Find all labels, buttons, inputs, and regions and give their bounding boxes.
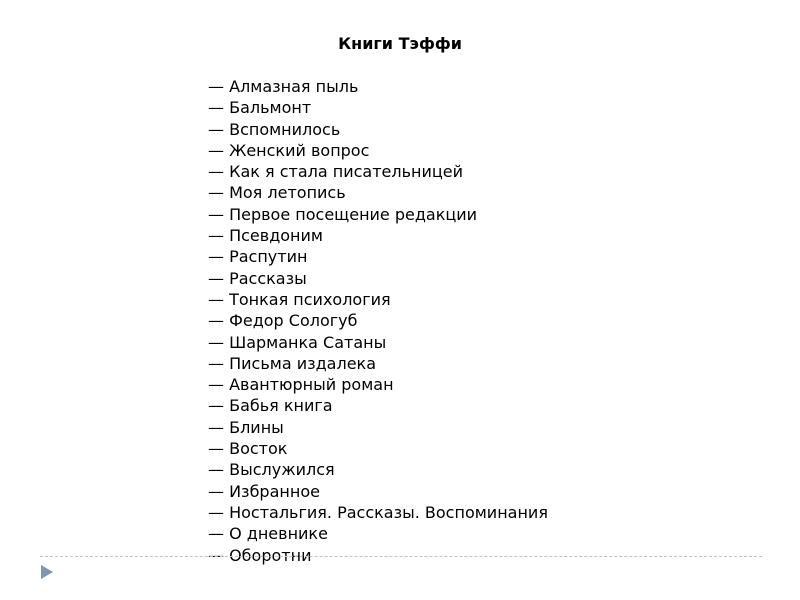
list-item: — Женский вопрос [208, 140, 370, 160]
list-item: — Первое посещение редакции [208, 204, 478, 224]
list-item: — О дневнике [208, 524, 328, 544]
list-item: — Выслужился [208, 460, 335, 480]
slide-title: Книги Тэффи [338, 34, 462, 53]
list-item: — Оборотни [208, 545, 312, 565]
list-item: — Распутин [208, 247, 308, 267]
list-item: — Тонкая психология [208, 289, 391, 309]
list-item: — Блины [208, 417, 284, 437]
list-item: — Письма издалека [208, 353, 377, 373]
list-item: — Авантюрный роман [208, 375, 394, 395]
list-item: — Моя летопись [208, 183, 346, 203]
list-item: — Восток [208, 439, 288, 459]
list-item: — Ностальгия. Рассказы. Воспоминания [208, 502, 548, 522]
list-item: — Избранное [208, 481, 320, 501]
list-item: — Бальмонт [208, 98, 312, 118]
book-list [208, 76, 548, 566]
list-item: — Псевдоним [208, 226, 323, 246]
list-item: — Шарманка Сатаны [208, 332, 387, 352]
list-item: — Бабья книга [208, 396, 333, 416]
list-item: — Вспомнилось [208, 119, 341, 139]
list-item: — Как я стала писательницей [208, 162, 464, 182]
list-item: — Алмазная пыль [208, 77, 359, 96]
triangle-arrow-icon[interactable] [40, 564, 54, 580]
list-item: — Рассказы [208, 268, 307, 288]
list-item: — Федор Сологуб [208, 311, 358, 331]
footer-divider [40, 556, 762, 557]
